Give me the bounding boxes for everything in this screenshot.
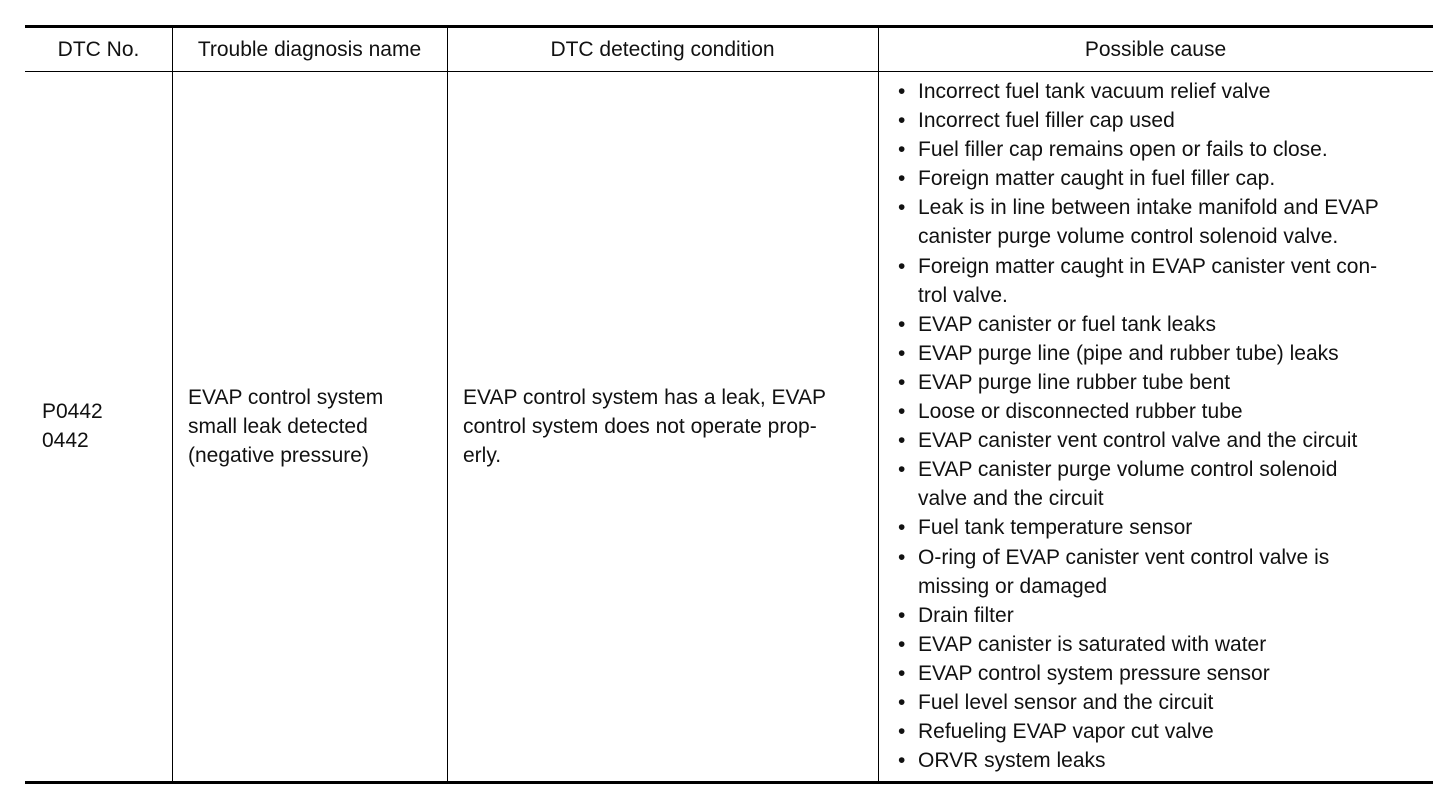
name-line: EVAP control system xyxy=(188,386,384,409)
header-possible-cause: Possible cause xyxy=(1084,38,1227,61)
column-divider xyxy=(878,28,879,781)
cause-text: EVAP canister or fuel tank leaks xyxy=(918,312,1217,336)
cause-item xyxy=(898,455,1433,513)
name-line: (negative pressure) xyxy=(188,444,369,467)
bullet-icon: • xyxy=(898,167,906,191)
cause-text: EVAP control system pressure sensor xyxy=(918,661,1270,685)
bullet-icon: • xyxy=(898,429,906,453)
column-divider xyxy=(447,28,448,781)
dtc-number-cell xyxy=(42,397,103,455)
cause-text: Incorrect fuel tank vacuum relief valve xyxy=(918,80,1271,103)
cause-item xyxy=(898,193,1433,251)
dtc-detecting-condition-cell xyxy=(463,383,875,470)
cause-text: EVAP canister vent control valve and the circuit xyxy=(918,429,1358,453)
cause-item xyxy=(898,77,1433,106)
bullet-icon: • xyxy=(898,109,906,133)
bullet-icon: • xyxy=(898,458,906,482)
cause-item xyxy=(898,717,1433,746)
cause-item xyxy=(898,106,1433,135)
bullet-icon: • xyxy=(898,690,906,714)
bullet-icon: • xyxy=(898,516,906,540)
cause-item xyxy=(898,252,1433,310)
cause-text: EVAP canister purge volume control solenoid xyxy=(918,458,1338,482)
cause-item xyxy=(898,339,1433,368)
bullet-icon: • xyxy=(898,341,906,365)
condition-line: erly. xyxy=(463,444,502,467)
cause-item xyxy=(898,746,1433,775)
bullet-icon: • xyxy=(898,632,906,656)
cause-item xyxy=(898,513,1433,542)
cause-text: Fuel level sensor and the circuit xyxy=(918,690,1214,714)
cause-item xyxy=(898,164,1433,193)
cause-item xyxy=(898,543,1433,601)
dtc-code-short: 0442 xyxy=(42,429,89,452)
cause-text: EVAP canister is saturated with water xyxy=(918,632,1267,656)
dtc-table xyxy=(25,25,1433,784)
bullet-icon: • xyxy=(898,312,906,336)
bullet-icon: • xyxy=(898,80,906,103)
cause-text: Drain filter xyxy=(918,603,1014,627)
cause-item xyxy=(898,659,1433,688)
header-trouble-diagnosis-name: Trouble diagnosis name xyxy=(197,38,422,61)
cause-item xyxy=(898,630,1433,659)
cause-text: missing or damaged xyxy=(918,574,1108,598)
condition-line: EVAP control system has a leak, EVAP xyxy=(463,386,826,409)
cause-text: Foreign matter caught in fuel filler cap. xyxy=(918,167,1276,191)
cause-text: Foreign matter caught in EVAP canister vent con- xyxy=(918,254,1378,278)
cause-item xyxy=(898,135,1433,164)
name-line: small leak detected xyxy=(188,415,368,438)
cause-text: Incorrect fuel filler cap used xyxy=(918,109,1175,133)
cause-text: EVAP purge line rubber tube bent xyxy=(918,370,1231,394)
trouble-diagnosis-name-cell xyxy=(188,383,443,470)
cause-text: valve and the circuit xyxy=(918,487,1104,511)
cause-text: canister purge volume control solenoid valve. xyxy=(918,225,1339,249)
cause-text: ORVR system leaks xyxy=(918,749,1106,773)
header-dtc-no: DTC No. xyxy=(57,38,140,61)
bullet-icon: • xyxy=(898,661,906,685)
bullet-icon: • xyxy=(898,545,906,569)
cause-text: trol valve. xyxy=(918,283,1008,307)
cause-text: Fuel filler cap remains open or fails to close. xyxy=(918,138,1328,162)
bullet-icon: • xyxy=(898,254,906,278)
cause-item xyxy=(898,368,1433,397)
cause-item xyxy=(898,397,1433,426)
cause-text: Refueling EVAP vapor cut valve xyxy=(918,720,1214,744)
bullet-icon: • xyxy=(898,603,906,627)
cause-text: Leak is in line between intake manifold and EVAP xyxy=(918,196,1379,220)
cause-text: Loose or disconnected rubber tube xyxy=(918,400,1243,424)
bullet-icon: • xyxy=(898,370,906,394)
header-dtc-detecting-condition: DTC detecting condition xyxy=(550,38,775,61)
cause-item xyxy=(898,310,1433,339)
bullet-icon: • xyxy=(898,720,906,744)
dtc-code: P0442 xyxy=(42,400,103,423)
header-divider xyxy=(25,71,1433,72)
cause-item xyxy=(898,688,1433,717)
bullet-icon: • xyxy=(898,196,906,220)
bullet-icon: • xyxy=(898,749,906,773)
cause-text: EVAP purge line (pipe and rubber tube) leaks xyxy=(918,341,1339,365)
column-divider xyxy=(172,28,173,781)
cause-item xyxy=(898,601,1433,630)
bullet-icon: • xyxy=(898,400,906,424)
cause-item xyxy=(898,426,1433,455)
cause-text: Fuel tank temperature sensor xyxy=(918,516,1193,540)
bullet-icon: • xyxy=(898,138,906,162)
cause-text: O-ring of EVAP canister vent control valve is xyxy=(918,545,1330,569)
possible-cause-list xyxy=(898,77,1433,775)
condition-line: control system does not operate prop- xyxy=(463,415,817,438)
